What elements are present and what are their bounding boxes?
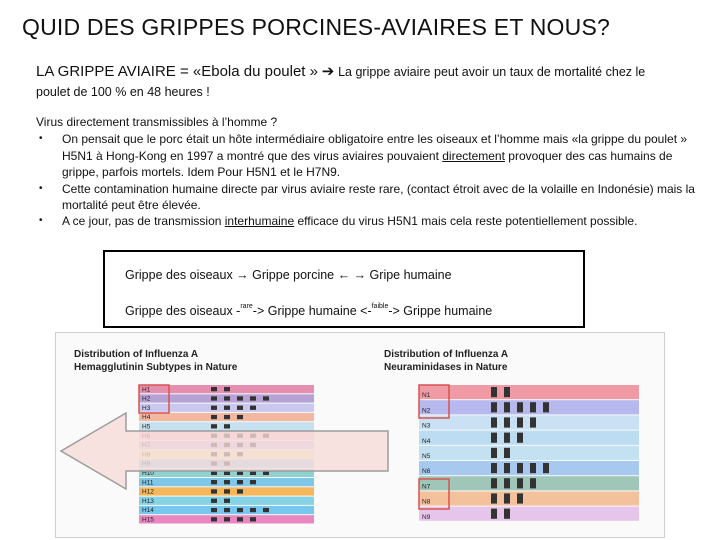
neuraminidase-row-band — [419, 491, 639, 505]
neuraminidase-row-band — [419, 507, 639, 521]
bird-icon — [530, 402, 536, 412]
hemagglutinin-row-label: H10 — [142, 470, 154, 477]
bird-icon — [491, 433, 497, 443]
bird-icon — [250, 396, 256, 400]
bird-icon — [517, 463, 523, 473]
lead-paragraph — [36, 62, 704, 102]
bird-icon — [491, 402, 497, 412]
neuraminidase-row-band — [419, 415, 639, 429]
hemagglutinin-row-label: H1 — [142, 386, 151, 394]
hemagglutinin-row-label: H4 — [142, 414, 151, 422]
neuraminidase-row-band — [419, 431, 639, 445]
bird-icon — [211, 396, 217, 400]
bird-icon — [530, 478, 536, 488]
lead-heading: LA GRIPPE AVIAIRE = «Ebola du poulet » — [36, 63, 318, 80]
hemagglutinin-row-label: H2 — [142, 395, 151, 403]
body-text — [36, 114, 696, 230]
bird-icon — [237, 396, 243, 400]
hemagglutinin-row-label: H14 — [142, 507, 154, 515]
bird-icon — [250, 508, 256, 512]
bird-icon — [237, 415, 243, 419]
bird-icon — [543, 402, 549, 412]
left-panel-title-2: Hemagglutinin Subtypes in Nature — [74, 362, 238, 373]
influenza-figure-svg — [56, 333, 664, 537]
neuraminidase-row-band — [419, 476, 639, 490]
bird-icon — [224, 508, 230, 512]
bird-icon — [224, 499, 230, 503]
neuraminidase-row-band — [419, 461, 639, 475]
neuraminidase-row-label: N2 — [422, 407, 431, 415]
bullet-item — [36, 131, 696, 180]
hemagglutinin-row-label: H3 — [142, 404, 151, 412]
bird-icon — [491, 448, 497, 458]
bird-icon — [224, 387, 230, 391]
bird-icon — [491, 493, 497, 503]
bird-icon — [211, 406, 217, 410]
bird-icon — [504, 417, 510, 427]
bird-icon — [491, 509, 497, 519]
lead-text-b: poulet de 100 % en 48 heures ! — [36, 85, 210, 99]
neuraminidase-row-label: N8 — [422, 498, 431, 506]
bullet-text: On pensait que le porc était un hôte intermédiaire obligatoire entre les oiseaux et l’homme mais «la grippe du poulet » H5N1 à Hong-Kong en 1997 a montré que des virus aviaires pouvaient — [62, 132, 688, 163]
bullet-item — [36, 213, 696, 229]
neuraminidase-row-label: N1 — [422, 392, 431, 400]
neuraminidase-row-band — [419, 446, 639, 460]
bird-icon — [211, 415, 217, 419]
bird-icon — [491, 417, 497, 427]
bird-icon — [517, 493, 523, 503]
bird-icon — [530, 417, 536, 427]
bird-icon — [237, 508, 243, 512]
bird-icon — [491, 463, 497, 473]
bird-icon — [211, 387, 217, 391]
neuraminidase-row-label: N7 — [422, 483, 431, 491]
transmission-text: -> Grippe humaine — [388, 304, 493, 318]
bird-icon — [237, 517, 243, 521]
rare-label: rare — [240, 303, 253, 310]
bullet-item — [36, 181, 696, 214]
hemagglutinin-row-label: H13 — [142, 497, 154, 505]
right-panel-title-2: Neuraminidases in Nature — [384, 362, 508, 373]
bird-icon — [211, 424, 217, 428]
bird-icon — [504, 463, 510, 473]
bird-icon — [543, 463, 549, 473]
faible-label: faible — [371, 303, 389, 310]
bird-icon — [211, 508, 217, 512]
right-panel-title-1: Distribution of Influenza A — [384, 349, 509, 360]
bird-icon — [530, 463, 536, 473]
bird-icon — [237, 406, 243, 410]
bird-icon — [491, 387, 497, 397]
bird-icon — [504, 448, 510, 458]
bird-icon — [224, 517, 230, 521]
bird-icon — [211, 499, 217, 503]
bird-icon — [263, 508, 269, 512]
influenza-distribution-figure — [55, 332, 665, 538]
bird-icon — [224, 480, 230, 484]
transmission-line-2 — [125, 303, 492, 318]
underlined-word: directement — [442, 148, 505, 163]
bird-icon — [517, 417, 523, 427]
neuraminidase-row-label: N6 — [422, 468, 431, 476]
bullet-text: Cette contamination humaine directe par virus aviaire reste rare, (contact étroit avec de la volaille en Indonésie) mais la mortalité peut être élevée. — [62, 181, 695, 213]
hemagglutinin-row-label: H15 — [142, 516, 154, 524]
bird-icon — [517, 478, 523, 488]
bird-icon — [504, 387, 510, 397]
bird-icon — [504, 402, 510, 412]
bird-icon — [211, 489, 217, 493]
transmission-line-1: Grippe des oiseaux → Grippe porcine ← → Gripe humaine — [125, 268, 452, 282]
bird-icon — [517, 402, 523, 412]
left-panel-title-1: Distribution of Influenza A — [74, 349, 199, 360]
transmission-text: Grippe des oiseaux - — [125, 304, 241, 318]
bullet-list — [36, 131, 696, 229]
bird-icon — [491, 478, 497, 488]
bird-icon — [224, 415, 230, 419]
bullet-text: provoquer des cas humains de grippe, parfois mortels. Idem Pour H5N1 et le H7N9. — [62, 148, 673, 180]
section-heading: Virus directement transmissibles à l’homme ? — [36, 115, 278, 129]
bird-icon — [211, 517, 217, 521]
bird-icon — [250, 406, 256, 410]
bird-icon — [504, 433, 510, 443]
bird-icon — [224, 489, 230, 493]
bird-icon — [504, 509, 510, 519]
transmission-text: -> Grippe humaine <- — [252, 304, 372, 318]
bird-icon — [211, 480, 217, 484]
bird-icon — [504, 478, 510, 488]
neuraminidase-row-label: N9 — [422, 513, 431, 521]
transmission-box — [103, 250, 585, 328]
hemagglutinin-row-label: H5 — [142, 423, 151, 431]
bird-icon — [263, 396, 269, 400]
bird-icon — [250, 517, 256, 521]
arrow-right-icon: ➔ — [321, 63, 335, 80]
hemagglutinin-row-label: H11 — [142, 479, 154, 487]
bird-icon — [237, 489, 243, 493]
neuraminidase-row-label: N3 — [422, 422, 431, 430]
bird-icon — [224, 424, 230, 428]
neuraminidase-row-label: N4 — [422, 437, 431, 445]
bullet-text: efficace du virus H5N1 mais cela reste potentiellement possible. — [294, 214, 638, 229]
bird-icon — [250, 480, 256, 484]
neuraminidase-row-band — [419, 400, 639, 414]
lead-text-a: La grippe aviaire peut avoir un taux de mortalité chez le — [338, 65, 646, 79]
bullet-text: A ce jour, pas de transmission — [62, 214, 225, 229]
bird-icon — [224, 396, 230, 400]
page-title: QUID DES GRIPPES PORCINES-AVIAIRES ET NOUS? — [22, 14, 610, 40]
bird-icon — [224, 406, 230, 410]
bird-icon — [237, 480, 243, 484]
neuraminidase-rows — [419, 385, 639, 521]
hemagglutinin-row-label: H12 — [142, 488, 154, 496]
bird-icon — [504, 493, 510, 503]
bird-icon — [517, 433, 523, 443]
underlined-word: interhumaine — [224, 214, 295, 229]
neuraminidase-row-label: N5 — [422, 453, 431, 460]
neuraminidase-row-band — [419, 385, 639, 399]
